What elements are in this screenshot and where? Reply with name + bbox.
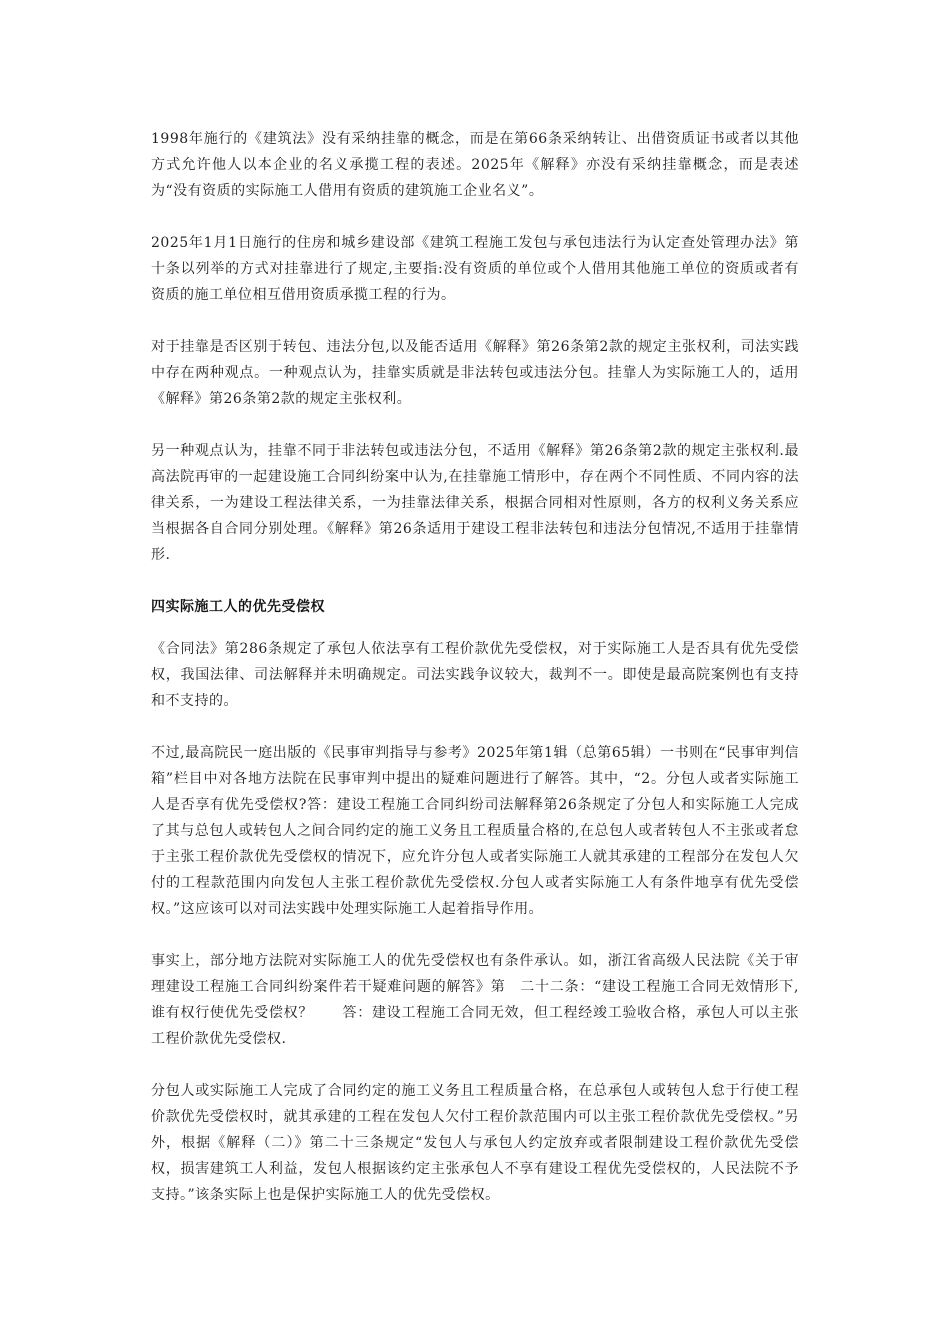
- section-heading: 四实际施工人的优先受偿权: [151, 599, 325, 615]
- paragraph-other-view: 另一种观点认为，挂靠不同于非法转包或违法分包，不适用《解释》第26条第2款的规定主张权利.最高法院再审的一起建设施工合同纠纷案中认为,在挂靠施工情形中，存在两个不同性质、不同内容的法律关系，一为建设工程法律关系，一为挂靠法律关系，根据合同相对性原则，各方的权利义务关系应当根据各自合同分别处理。《解释》第26条适用于建设工程非法转包和违法分包情况,不适用于挂靠情形.: [151, 443, 799, 563]
- paragraph-management-measures: 2025年1月1日施行的住房和城乡建设部《建筑工程施工发包与承包违法行为认定查处管理办法》第十条以列举的方式对挂靠进行了规定,主要指:没有资质的单位或个人借用其他施工单位的资质或者有资质的施工单位相互借用资质承揽工程的行为。: [151, 235, 799, 303]
- paragraph-construction-law: 1998年施行的《建筑法》没有采纳挂靠的概念，而是在第66条采纳转让、出借资质证书或者以其他方式允许他人以本企业的名义承揽工程的表述。2025年《解释》亦没有采纳挂靠概念，而是表述为“没有资质的实际施工人借用有资质的建筑施工企业名义”。: [151, 131, 799, 199]
- document-body: [151, 126, 799, 1234]
- paragraph-contract-law: 《合同法》第286条规定了承包人依法享有工程价款优先受偿权，对于实际施工人是否具有优先受偿权，我国法律、司法解释并未明确规定。司法实践争议较大，裁判不一。即使是最高院案例也有支持和不支持的。: [151, 641, 799, 709]
- paragraph-subcontractor: 分包人或实际施工人完成了合同约定的施工义务且工程质量合格，在总承包人或转包人怠于行使工程价款优先受偿权时，就其承建的工程在发包人欠付工程价款范围内可以主张工程价款优先受偿权。”另外，根据《解释（二）》第二十三条规定“发包人与承包人约定放弃或者限制建设工程价款优先受偿权，损害建筑工人利益，发包人根据该约定主张承包人不享有建设工程优先受偿权的，人民法院不予支持。”该条实际上也是保护实际施工人的优先受偿权。: [151, 1083, 799, 1203]
- paragraph-supreme-court-guidance: 不过,最高院民一庭出版的《民事审判指导与参考》2025年第1辑（总第65辑）一书则在“民事审判信箱”栏目中对各地方法院在民事审判中提出的疑难问题进行了解答。其中，“2。分包人或者实际施工人是否享有优先受偿权?答：建设工程施工合同纠纷司法解释第26条规定了分包人和实际施工人完成了其与总包人或转包人之间合同约定的施工义务且工程质量合格的,在总包人或者转包人不主张或者怠于主张工程价款优先受偿权的情况下，应允许分包人或者实际施工人就其承建的工程部分在发包人欠付的工程款范围内向发包人主张工程价款优先受偿权.分包人或者实际施工人有条件地享有优先受偿权。”这应该可以对司法实践中处理实际施工人起着指导作用。: [151, 745, 799, 917]
- paragraph-two-views: 对于挂靠是否区别于转包、违法分包,以及能否适用《解释》第26条第2款的规定主张权利，司法实践中存在两种观点。一种观点认为，挂靠实质就是非法转包或违法分包。挂靠人为实际施工人的，适用《解释》第26条第2款的规定主张权利。: [151, 339, 799, 407]
- paragraph-local-courts: 事实上，部分地方法院对实际施工人的优先受偿权也有条件承认。如，浙江省高级人民法院《关于审理建设工程施工合同纠纷案件若干疑难问题的解答》第 二十二条：“建设工程施工合同无效情形下,谁有权行使优先受偿权？ 答：建设工程施工合同无效，但工程经竣工验收合格，承包人可以主张工程价款优先受偿权.: [151, 953, 799, 1047]
